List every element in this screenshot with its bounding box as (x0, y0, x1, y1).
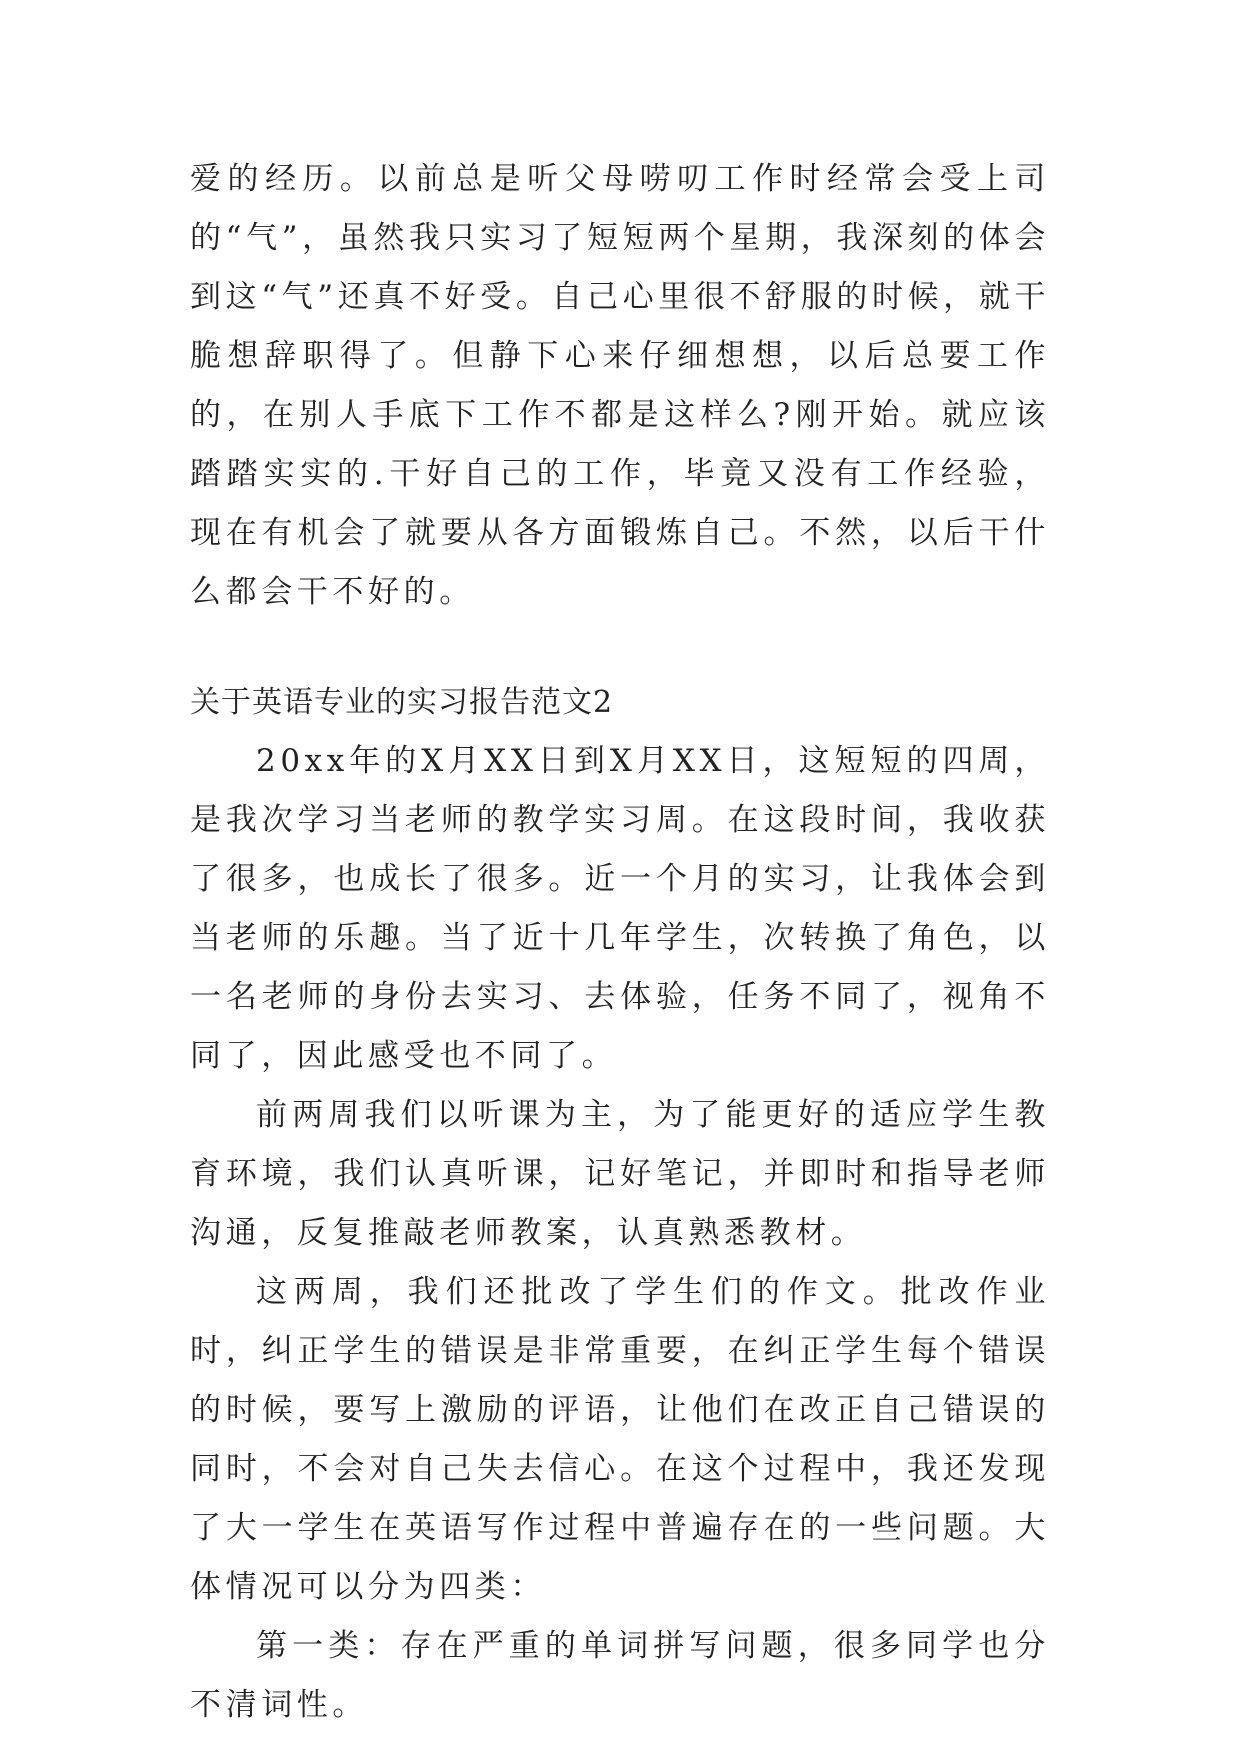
document-page (190, 150, 1050, 1735)
paragraph-lesson-observation: 前两周我们以听课为主，为了能更好的适应学生教育环境，我们认真听课，记好笔记，并即时和指导老师沟通，反复推敲老师教案，认真熟悉教材。 (190, 1097, 1050, 1251)
paragraph-grading-essays: 这两周，我们还批改了学生们的作文。批改作业时，纠正学生的错误是非常重要，在纠正学生每个错误的时候，要写上激励的评语，让他们在改正自己错误的同时，不会对自己失去信心。在这个过程中，我还发现了大一学生在英语写作过程中普遍存在的一些问题。大体情况可以分为四类： (190, 1274, 1050, 1605)
paragraph-internship-period: 20xx年的X月XX日到X月XX日，这短短的四周，是我次学习当老师的教学实习周。在这段时间，我收获了很多，也成长了很多。近一个月的实习，让我体会到当老师的乐趣。当了近十几年学生，次转换了角色，以一名老师的身份去实习、去体验，任务不同了，视角不同了，因此感受也不同了。 (190, 743, 1050, 1074)
paragraph-problem-type-one: 第一类：存在严重的单词拼写问题，很多同学也分不清词性。 (190, 1628, 1050, 1723)
section-heading: 关于英语专业的实习报告范文2 (190, 685, 614, 720)
paragraph-continuation: 爱的经历。以前总是听父母唠叨工作时经常会受上司的“气”，虽然我只实习了短短两个星期，我深刻的体会到这“气”还真不好受。自己心里很不舒服的时候，就干脆想辞职得了。但静下心来仔细想想，以后总要工作的，在别人手底下工作不都是这样么?刚开始。就应该踏踏实实的.干好自己的工作，毕竟又没有工作经验，现在有机会了就要从各方面锻炼自己。不然，以后干什么都会干不好的。 (190, 161, 1050, 610)
